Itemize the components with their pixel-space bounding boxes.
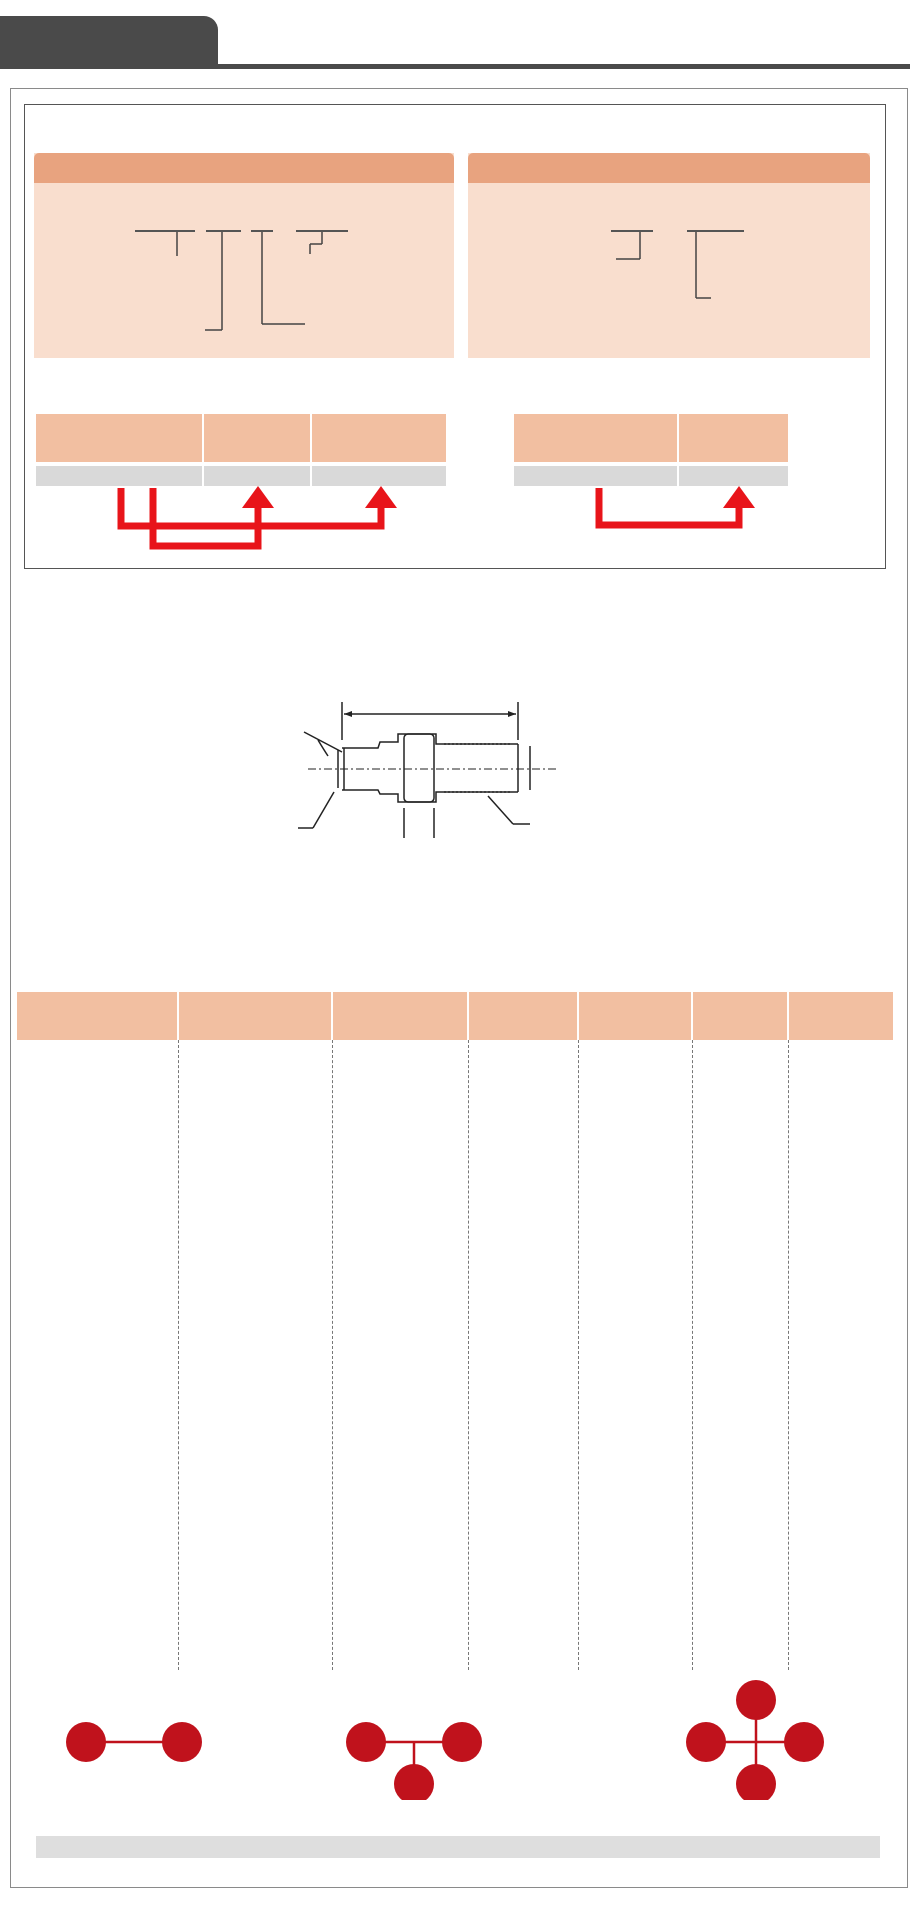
example-arrows <box>0 0 910 560</box>
table-header-t2 <box>333 992 467 1040</box>
table-header-d <box>469 992 577 1040</box>
table-header-t1 <box>179 992 331 1040</box>
thread-table-header-row <box>36 1836 880 1858</box>
port-circle-two-way-2 <box>162 1722 202 1762</box>
port-circle-tee-2 <box>442 1722 482 1762</box>
port-circle-tee-1 <box>346 1722 386 1762</box>
port-diagrams <box>0 1670 910 1800</box>
port-circle-cross-1 <box>686 1722 726 1762</box>
port-circle-two-way-1 <box>66 1722 106 1762</box>
column-divider <box>692 1040 693 1670</box>
column-divider <box>788 1040 789 1670</box>
port-circle-tee-3 <box>394 1764 434 1800</box>
port-circle-cross-3 <box>736 1764 776 1800</box>
fitting-drawing <box>268 690 568 880</box>
table-header-l <box>789 992 893 1040</box>
port-circle-cross-2 <box>784 1722 824 1762</box>
table-header-part-no <box>17 992 177 1040</box>
table-header-h <box>693 992 787 1040</box>
column-divider <box>468 1040 469 1670</box>
size-table <box>17 992 893 1672</box>
table-header-d1 <box>579 992 691 1040</box>
port-circle-cross-4 <box>736 1680 776 1720</box>
column-divider <box>178 1040 179 1670</box>
column-divider <box>578 1040 579 1670</box>
column-divider <box>332 1040 333 1670</box>
